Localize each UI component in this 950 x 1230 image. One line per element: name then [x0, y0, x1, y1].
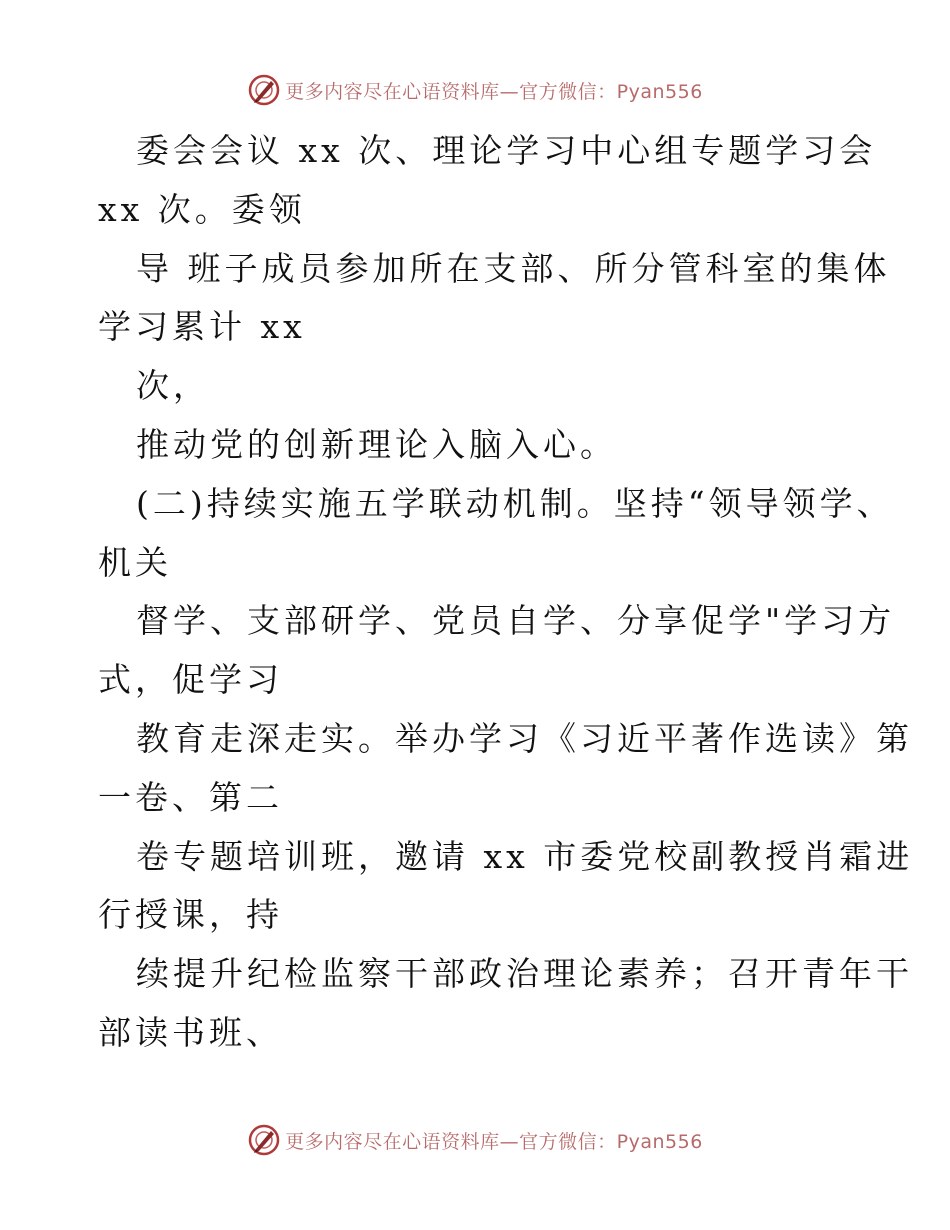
- banner-text: 更多内容尽在心语资料库—官方微信：Pyan556: [285, 80, 703, 103]
- banner-text: 更多内容尽在心语资料库—官方微信：Pyan556: [285, 1130, 703, 1153]
- header-banner: [0, 70, 950, 110]
- text-line: 委会会议 xx 次、理论学习中心组专题学习会: [136, 131, 877, 170]
- text-line: xx 次。委领: [98, 189, 306, 229]
- pen-logo-icon: [247, 1123, 281, 1157]
- footer-banner: [0, 1120, 950, 1160]
- text-line: 导 班子成员参加所在支部、所分管科室的集体: [136, 248, 891, 288]
- text-line: 卷专题培训班，邀请 xx 市委党校副教授肖霜进: [136, 836, 914, 876]
- text-line: 推动党的创新理论入脑入心。: [136, 424, 617, 464]
- text-line: 次，: [136, 366, 210, 406]
- text-line: 续提升纪检监察干部政治理论素养；召开青年干: [136, 954, 913, 994]
- document-body: [98, 122, 914, 1063]
- text-line: 一卷、第二: [98, 777, 283, 817]
- text-line: 式，促学习: [98, 660, 283, 700]
- text-line: 教育走深走实。举办学习《习近平著作选读》第: [136, 718, 913, 758]
- text-line: 机关: [98, 542, 172, 582]
- pen-logo-icon: [247, 73, 281, 107]
- text-line: 学习累计 xx: [98, 307, 306, 347]
- text-line: 部读书班、: [98, 1012, 283, 1052]
- text-line: 督学、支部研学、党员自学、分享促学"学习方: [136, 601, 896, 641]
- text-line: 行授课，持: [98, 895, 283, 935]
- text-line: (二)持续实施五学联动机制。坚持“领导领学、: [136, 483, 894, 523]
